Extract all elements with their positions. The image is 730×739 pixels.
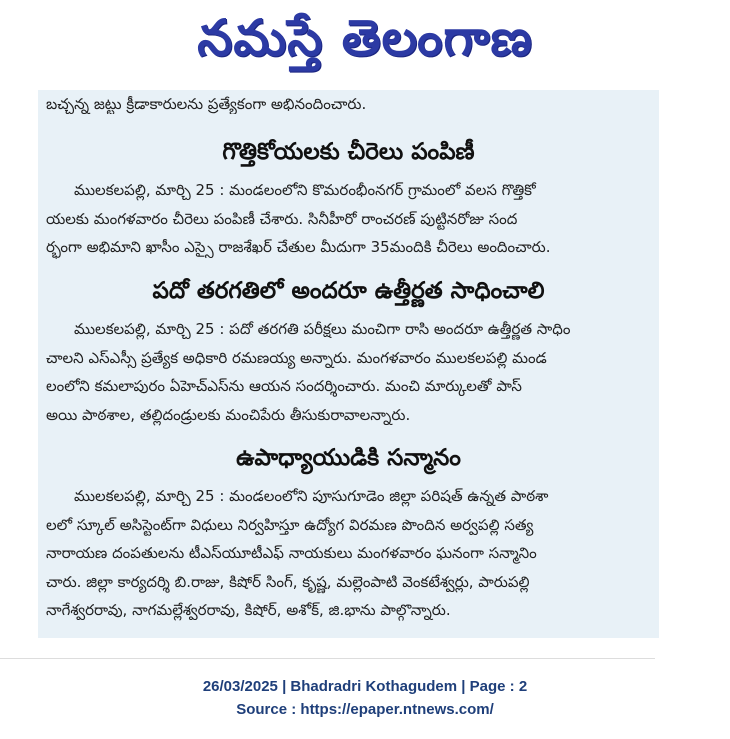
article-line: చాలని ఎస్ఎస్సీ ప్రత్యేక అధికారి రమణయ్య అన్నారు. మంగళవారం ములకలపల్లి మండ <box>46 348 547 367</box>
article-headline-3: ఉపాధ్యాయుడికి సన్మానం <box>236 445 461 471</box>
news-clipping <box>38 90 659 638</box>
article-body-2 <box>46 315 654 429</box>
footer-edition-info: 26/03/2025 | Bhadradri Kothagudem | Page : 2 <box>202 678 528 695</box>
article-line: నాగేశ్వరరావు, నాగమల్లేశ్వరరావు, కిషోర్, అశోక్, జి.భాను పాల్గొన్నారు. <box>46 601 451 619</box>
article-line: లంలోని కమలాపురం ఏహెచ్ఎస్‌ను ఆయన సందర్శించారు. మంచి మార్కులతో పాస్ <box>46 377 522 395</box>
article-headline-1: గొత్తికోయలకు చీరెలు పంపిణీ <box>222 139 475 165</box>
cut-off-text-line: బచ్చన్న జట్టు క్రీడాకారులను ప్రత్యేకంగా అభినందించారు. <box>46 95 367 113</box>
article-line: అయి పాఠశాల, తల్లిదండ్రులకు మంచిపేరు తీసుకురావాలన్నారు. <box>46 405 411 424</box>
article-line: ములకలపల్లి, మార్చి 25 : మండలంలోని పూసుగూడెం జిల్లా పరిషత్ ఉన్నత పాఠశా <box>74 487 549 505</box>
article-body-1 <box>46 176 654 262</box>
masthead <box>0 0 730 88</box>
article-line: నారాయణ దంపతులను టీఎస్‌యూటీఎఫ్ నాయకులు మంగళవారం ఘనంగా సన్మానిం <box>46 544 537 562</box>
article-body-3 <box>46 482 654 625</box>
footer-divider <box>0 658 655 659</box>
article-headline-2: పదో తరగతిలో అందరూ ఉత్తీర్ణత సాధించాలి <box>152 278 545 304</box>
article-line: యలకు మంగళవారం చీరెలు పంపిణీ చేశారు. సినీహీరో రాంచరణ్ పుట్టినరోజు సంద <box>46 209 518 228</box>
article-line: ములకలపల్లి, మార్చి 25 : పదో తరగతి పరీక్షలు మంచిగా రాసి అందరూ ఉత్తీర్ణత సాధిం <box>74 320 571 338</box>
footer-source-link[interactable]: Source : https://epaper.ntnews.com/ <box>236 701 494 718</box>
article-line: ర్భంగా అభిమాని ఖాసీం ఎస్సై రాజశేఖర్ చేతుల మీదుగా 35మందికి చీరెలు అందించారు. <box>46 238 551 256</box>
article-line: చారు. జిల్లా కార్యదర్శి బి.రాజు, కిషోర్ సింగ్, కృష్ణ, మల్లెంపాటి వెంకటేశ్వర్లు, పారుపల్లి <box>46 572 530 591</box>
article-line: లలో స్కూల్ అసిస్టెంట్‌గా విధులు నిర్వహిస్తూ ఉద్యోగ విరమణ పొందిన అర్వపల్లి సత్య <box>46 515 534 534</box>
article-line: ములకలపల్లి, మార్చి 25 : మండలంలోని కొమరంభీంనగర్ గ్రామంలో వలస గొత్తికో <box>74 181 536 199</box>
newspaper-logo-title: నమస్తే తెలంగాణ <box>197 8 533 67</box>
